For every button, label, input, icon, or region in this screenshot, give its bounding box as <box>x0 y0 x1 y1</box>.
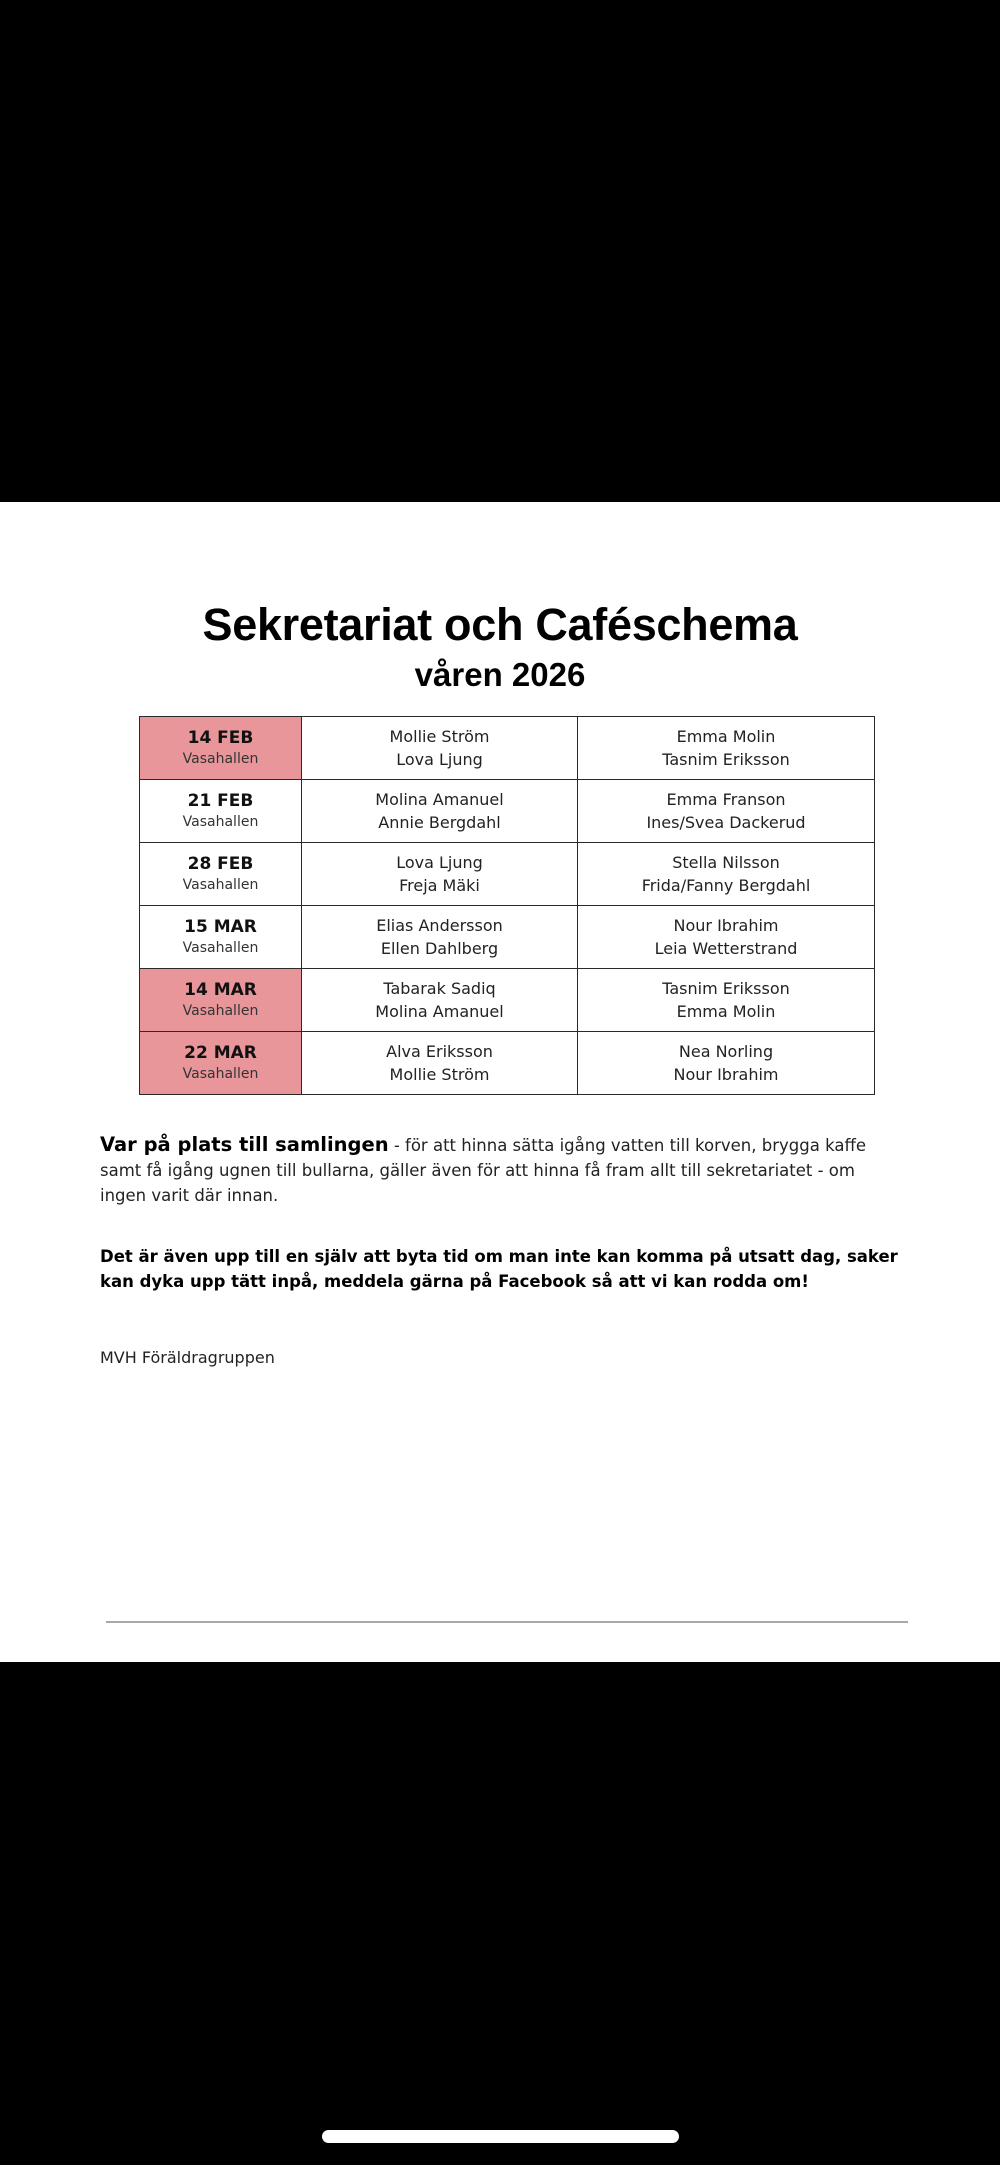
table-row <box>140 717 875 780</box>
person-name: Alva Eriksson <box>386 1042 493 1061</box>
person-name: Emma Molin <box>676 1002 776 1021</box>
venue-label: Vasahallen <box>182 1066 259 1082</box>
group-b-cell <box>578 906 875 969</box>
group-b-cell <box>578 717 875 780</box>
group-a-cell <box>302 780 578 843</box>
person-name: Nea Norling <box>678 1042 774 1061</box>
person-name: Molina Amanuel <box>375 1002 504 1021</box>
date-cell <box>140 969 302 1032</box>
person-name: Tasnim Eriksson <box>662 979 790 998</box>
group-a-cell <box>302 906 578 969</box>
person-name: Lova Ljung <box>396 750 483 769</box>
swap-note: Det är även upp till en själv att byta tid om man inte kan komma på utsatt dag, saker kan dyka upp tätt inpå, meddela gärna på Facebook så att vi kan rodda om! <box>100 1247 898 1291</box>
signoff: MVH Föräldragruppen <box>100 1348 275 1367</box>
person-name: Mollie Ström <box>389 727 490 746</box>
group-b-cell <box>578 843 875 906</box>
group-b-cell <box>578 1032 875 1095</box>
person-name: Stella Nilsson <box>672 853 780 872</box>
venue-label: Vasahallen <box>182 877 259 893</box>
arrival-note <box>100 1132 900 1208</box>
person-name: Leia Wetterstrand <box>654 939 798 958</box>
person-name: Annie Bergdahl <box>378 813 501 832</box>
table-row <box>140 969 875 1032</box>
date-cell <box>140 1032 302 1095</box>
divider <box>106 1621 908 1623</box>
person-name: Emma Molin <box>676 727 776 746</box>
document-page <box>0 502 1000 1662</box>
date-cell <box>140 843 302 906</box>
group-a-cell <box>302 843 578 906</box>
person-name: Emma Franson <box>666 790 786 809</box>
person-name: Tabarak Sadiq <box>383 979 496 998</box>
person-name: Mollie Ström <box>389 1065 490 1084</box>
date-label: 14 MAR <box>184 980 257 1000</box>
venue-label: Vasahallen <box>182 1003 259 1019</box>
date-label: 21 FEB <box>187 791 254 811</box>
date-label: 28 FEB <box>187 854 254 874</box>
date-cell <box>140 717 302 780</box>
table-row <box>140 780 875 843</box>
group-b-cell <box>578 780 875 843</box>
date-cell <box>140 906 302 969</box>
document-title: Sekretariat och Caféschema <box>202 599 798 650</box>
home-indicator[interactable] <box>322 2130 679 2143</box>
date-cell <box>140 780 302 843</box>
table-row <box>140 843 875 906</box>
venue-label: Vasahallen <box>182 814 259 830</box>
venue-label: Vasahallen <box>182 940 259 956</box>
arrival-note-lead: Var på plats till samlingen <box>100 1133 389 1156</box>
group-a-cell <box>302 1032 578 1095</box>
group-a-cell <box>302 969 578 1032</box>
person-name: Frida/Fanny Bergdahl <box>641 876 811 895</box>
table-row <box>140 906 875 969</box>
person-name: Nour Ibrahim <box>673 916 779 935</box>
document-subtitle: våren 2026 <box>414 656 586 693</box>
person-name: Ines/Svea Dackerud <box>646 813 806 832</box>
group-b-cell <box>578 969 875 1032</box>
person-name: Elias Andersson <box>376 916 503 935</box>
person-name: Tasnim Eriksson <box>662 750 790 769</box>
person-name: Lova Ljung <box>396 853 483 872</box>
person-name: Freja Mäki <box>399 876 480 895</box>
person-name: Molina Amanuel <box>375 790 504 809</box>
date-label: 22 MAR <box>184 1043 257 1063</box>
venue-label: Vasahallen <box>182 751 259 767</box>
group-a-cell <box>302 717 578 780</box>
date-label: 15 MAR <box>184 917 257 937</box>
schedule-table <box>139 716 875 1095</box>
person-name: Ellen Dahlberg <box>380 939 499 958</box>
table-row <box>140 1032 875 1095</box>
person-name: Nour Ibrahim <box>673 1065 779 1084</box>
date-label: 14 FEB <box>187 728 254 748</box>
arrival-note-body: - för att hinna sätta igång vatten till korven, brygga kaffe samt få igång ugnen till bullarna, gäller även för att hinna få fram allt till sekretariatet - om ingen varit där innan. <box>100 1136 866 1205</box>
